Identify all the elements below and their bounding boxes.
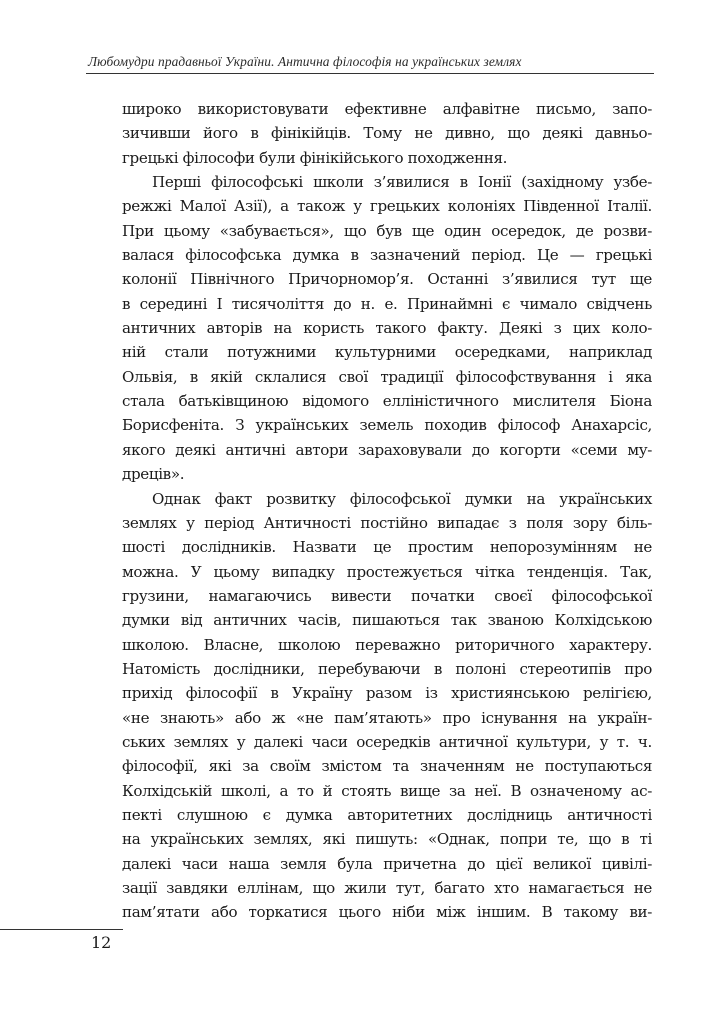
text-line: Борисфеніта. З українських земель походив філософ Анахарсіс, [122, 416, 652, 435]
text-line: прихід філософії в Україну разом із християнською релігією, [122, 684, 652, 703]
text-line: Натомість дослідники, перебуваючи в полоні стереотипів про [122, 659, 652, 678]
text-line: пам’ятати або торкатися цього ніби між іншим. В такому ви- [122, 903, 652, 922]
text-line: дреців». [122, 465, 185, 484]
footer-rule [0, 929, 123, 930]
text-line: античних авторів на користь такого факту. Деякі з цих коло- [122, 319, 652, 338]
text-line: далекі часи наша земля була причетна до цієї великої цивілі- [122, 854, 652, 873]
text-line: стала батьківщиною відомого елліністичного мислителя Біона [122, 392, 652, 411]
page-number: 12 [91, 933, 112, 952]
text-line: колонії Північного Причорномор’я. Останні з’явилися тут ще [122, 270, 652, 289]
text-line: При цьому «забувається», що був ще один осередок, де розви- [122, 221, 652, 240]
text-line: зичивши його в фінікійців. Тому не дивно, що деякі давньо- [122, 124, 652, 143]
text-line: школою. Власне, школою переважно риторичного характеру. [122, 635, 652, 654]
text-line: шості дослідників. Назвати це простим непорозумінням не [122, 538, 652, 557]
text-line: в середині I тисячоліття до н. е. Принаймні є чимало свідчень [122, 294, 652, 313]
text-line: якого деякі античні автори зараховували до когорти «семи му- [122, 440, 652, 459]
text-line: грецькі філософи були фінікійського походження. [122, 148, 508, 167]
text-line: землях у період Античності постійно випадає з поля зору біль- [122, 513, 652, 532]
header-rule [86, 73, 654, 74]
text-line: Ольвія, в якій склалися свої традиції філософствування і яка [122, 367, 652, 386]
text-line: можна. У цьому випадку простежується чітка тенденція. Так, [122, 562, 652, 581]
text-line: грузини, намагаючись вивести початки своєї філософської [122, 586, 652, 605]
running-header: Любомудри прадавньої України. Антична філософія на українських землях [88, 54, 522, 69]
text-line: валася філософська думка в зазначений період. Це — грецькі [122, 246, 652, 265]
body-text [122, 97, 652, 925]
text-line: Колхідській школі, а то й стоять вище за неї. В означеному ас- [122, 781, 652, 800]
text-line: режжі Малої Азії), а також у грецьких колоніях Південної Італії. [122, 197, 652, 216]
text-line: ній стали потужними культурними осередками, наприклад [122, 343, 652, 362]
text-line: філософії, які за своїм змістом та значенням не поступаються [122, 757, 652, 776]
text-line: Перші філософські школи з’явилися в Іонії (західному узбе- [152, 173, 652, 192]
text-line: пекті слушною є думка авторитетних дослідниць античності [122, 805, 652, 824]
text-line: зації завдяки еллінам, що жили тут, багато хто намагається не [122, 879, 652, 897]
text-line: широко використовувати ефективне алфавітне письмо, запо- [122, 100, 652, 118]
text-line: Однак факт розвитку філософської думки на українських [152, 489, 652, 508]
text-line: думки від античних часів, пишаються так званою Колхідською [122, 611, 652, 630]
text-line: ських землях у далекі часи осередків античної культури, у т. ч. [122, 732, 652, 751]
text-line: на українських землях, які пишуть: «Однак, попри те, що в ті [122, 830, 652, 849]
text-line: «не знають» або ж «не пам’ятають» про існування на україн- [122, 708, 652, 727]
